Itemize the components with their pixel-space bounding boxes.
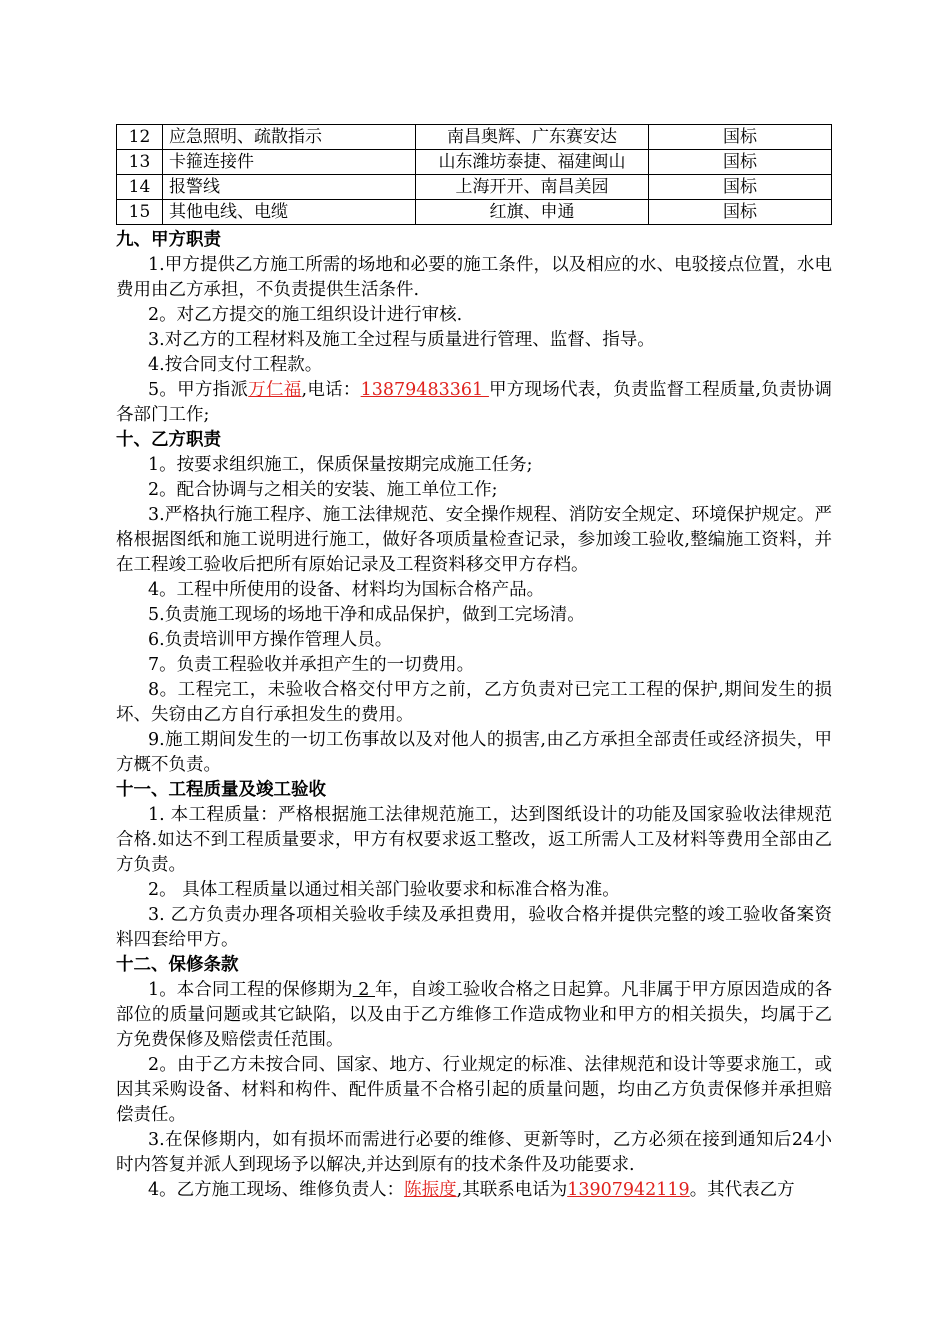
section-heading: 十二、保修条款 [116,955,239,975]
table-row [117,125,832,150]
paragraph: 3.在保修期内，如有损坏而需进行必要的维修、更新等时，乙方必须在接到通知后24小时内答复并派人到现场予以解决,并达到原有的技术条件及功能要求. [116,1130,832,1175]
paragraph: 2。由于乙方未按合同、国家、地方、行业规定的标准、法律规范和设计等要求施工，或因其采购设备、材料和构件、配件质量不合格引起的质量问题，均由乙方负责保修并承担赔偿责任。 [116,1055,832,1125]
row-brand: 上海开开、南昌美园 [416,175,649,200]
text: 年，自竣工验收合格之日起算。凡非属于甲方原因造成的各部位的质量问题或其它缺陷，以及由于乙方维修工作造成物业和甲方的相关损失，均属于乙方免费保修及赔偿责任范围。 [116,980,832,1050]
table-row [117,175,832,200]
materials-table [116,124,832,225]
row-standard: 国标 [649,200,832,225]
text: ,电话： [301,380,361,400]
section-heading: 十、乙方职责 [116,430,221,450]
text: 5。甲方指派 [148,380,249,400]
table-row [117,150,832,175]
row-item: 应急照明、疏散指示 [163,125,416,150]
representative-name: 万仁福 [248,380,302,400]
paragraph [116,978,832,1053]
row-brand: 山东潍坊泰捷、福建闽山 [416,150,649,175]
section-heading: 九、甲方职责 [116,230,221,250]
row-standard: 国标 [649,150,832,175]
paragraph [116,378,832,428]
row-brand: 红旗、申通 [416,200,649,225]
paragraph: 1.甲方提供乙方施工所需的场地和必要的施工条件，以及相应的水、电驳接点位置，水电费用由乙方承担，不负责提供生活条件. [116,255,832,300]
paragraph: 3. 乙方负责办理各项相关验收手续及承担费用，验收合格并提供完整的竣工验收备案资料四套给甲方。 [116,905,832,950]
text: 1。本合同工程的保修期为 [148,980,353,1000]
paragraph: 6.负责培训甲方操作管理人员。 [148,630,393,650]
document-body [116,228,832,1203]
maintenance-contact-name: 陈振度 [404,1180,457,1200]
paragraph: 7。负责工程验收并承担产生的一切费用。 [148,655,475,675]
row-standard: 国标 [649,175,832,200]
text: 。其代表乙方 [689,1180,795,1200]
maintenance-contact-phone: 13907942119 [567,1180,690,1200]
paragraph: 9.施工期间发生的一切工伤事故以及对他人的损害,由乙方承担全部责任或经济损失，甲方概不负责。 [116,730,832,775]
row-number: 13 [117,150,163,175]
text: 4。乙方施工现场、维修负责人： [148,1180,405,1200]
paragraph: 2。对乙方提交的施工组织设计进行审核. [148,305,463,325]
representative-phone: 13879483361 [360,380,489,400]
table-row [117,200,832,225]
row-item: 卡箍连接件 [163,150,416,175]
section-heading: 十一、工程质量及竣工验收 [116,780,326,800]
paragraph: 8。工程完工，未验收合格交付甲方之前，乙方负责对已完工工程的保护,期间发生的损坏、失窃由乙方自行承担发生的费用。 [116,680,832,725]
row-item: 报警线 [163,175,416,200]
row-standard: 国标 [649,125,832,150]
paragraph: 1。按要求组织施工，保质保量按期完成施工任务; [148,455,533,475]
paragraph: 4。工程中所使用的设备、材料均为国标合格产品。 [148,580,545,600]
paragraph: 2。配合协调与之相关的安装、施工单位工作; [148,480,498,500]
paragraph [116,1178,832,1203]
row-number: 12 [117,125,163,150]
paragraph: 3.严格执行施工程序、施工法律规范、安全操作规程、消防安全规定、环境保护规定。严格根据图纸和施工说明进行施工，做好各项质量检查记录，参加竣工验收,整编施工资料，并在工程竣工验收后把所有原始记录及工程资料移交甲方存档。 [116,505,832,575]
paragraph: 3.对乙方的工程材料及施工全过程与质量进行管理、监督、指导。 [148,330,655,350]
row-number: 14 [117,175,163,200]
paragraph: 1. 本工程质量：严格根据施工法律规范施工，达到图纸设计的功能及国家验收法律规范合格.如达不到工程质量要求，甲方有权要求返工整改，返工所需人工及材料等费用全部由乙方负责。 [116,805,832,875]
row-item: 其他电线、电缆 [163,200,416,225]
row-brand: 南昌奥辉、广东赛安达 [416,125,649,150]
paragraph: 2。 具体工程质量以通过相关部门验收要求和标准合格为准。 [148,880,620,900]
row-number: 15 [117,200,163,225]
text: ,其联系电话为 [456,1180,568,1200]
paragraph: 5.负责施工现场的场地干净和成品保护，做到工完场清。 [148,605,585,625]
paragraph: 4.按合同支付工程款。 [148,355,323,375]
warranty-years: 2 [352,980,376,1000]
text: 甲方现场代表，负责监督工程质量,负责协调各部门工作; [116,380,833,425]
